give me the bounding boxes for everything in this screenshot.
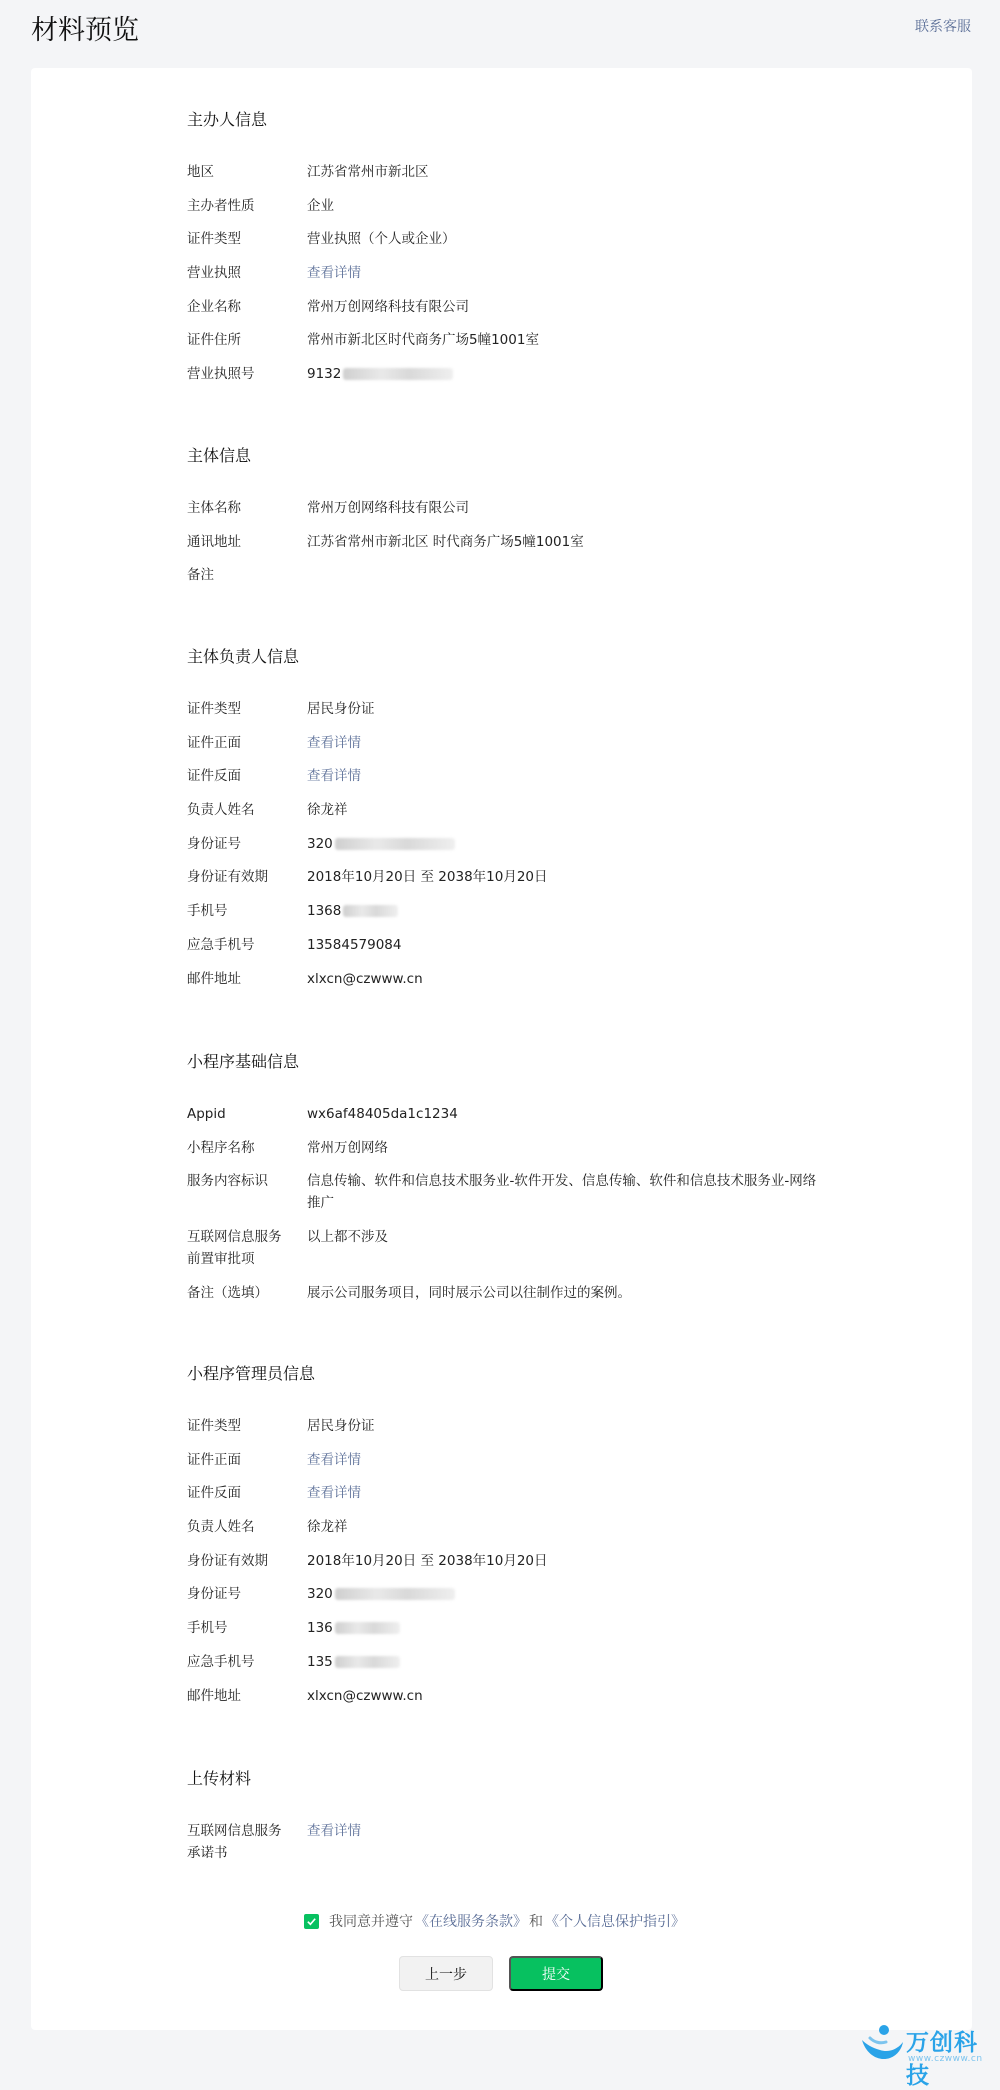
row-label: 互联网信息服务承诺书	[187, 1820, 292, 1864]
info-row	[187, 1550, 827, 1572]
row-value: 信息传输、软件和信息技术服务业-软件开发、信息传输、软件和信息技术服务业-网络推广	[307, 1170, 822, 1214]
info-row	[187, 866, 827, 888]
watermark-brand: 万创科	[906, 2024, 1000, 2090]
agreement-and: 和	[529, 1911, 543, 1931]
info-row	[187, 262, 827, 284]
info-row	[187, 1449, 827, 1471]
info-row	[187, 1103, 827, 1125]
info-row	[187, 531, 827, 553]
info-row	[187, 1651, 827, 1673]
check-icon	[306, 1916, 317, 1927]
contact-support-link[interactable]: 联系客服	[915, 16, 971, 36]
info-row	[187, 1282, 827, 1304]
row-value: 常州万创网络科技有限公司	[307, 497, 827, 519]
info-row	[187, 363, 827, 385]
row-label: 主办者性质	[187, 195, 307, 217]
row-value: 以上都不涉及	[307, 1226, 827, 1270]
row-label: 身份证号	[187, 833, 307, 855]
row-value: 9132	[307, 366, 341, 382]
row-label: 地区	[187, 161, 307, 183]
preview-card	[31, 68, 972, 2030]
row-label: 通讯地址	[187, 531, 307, 553]
row-value: 江苏省常州市新北区	[307, 161, 827, 183]
row-label: 身份证有效期	[187, 1550, 307, 1572]
masked-value	[335, 1656, 400, 1668]
info-row	[187, 1415, 827, 1437]
info-row	[187, 1685, 827, 1707]
section-miniapp	[187, 1048, 827, 1315]
info-row	[187, 329, 827, 351]
section-principal	[187, 643, 827, 1001]
row-label: 身份证号	[187, 1583, 307, 1605]
row-value: 常州市新北区时代商务广场5幢1001室	[307, 329, 827, 351]
masked-value	[343, 905, 398, 917]
info-row	[187, 765, 827, 787]
info-row	[187, 900, 827, 922]
info-row	[187, 698, 827, 720]
section-upload	[187, 1765, 827, 1876]
row-value: 居民身份证	[307, 1415, 827, 1437]
info-row	[187, 833, 827, 855]
view-details-link[interactable]: 查看详情	[307, 1485, 361, 1501]
agreement-row	[304, 1910, 687, 1932]
row-label: 企业名称	[187, 296, 307, 318]
row-label: 手机号	[187, 1617, 307, 1639]
terms-link[interactable]: 《在线服务条款》	[415, 1911, 527, 1931]
privacy-link[interactable]: 《个人信息保护指引》	[545, 1911, 685, 1931]
row-label: 证件正面	[187, 732, 307, 754]
info-row	[187, 1137, 827, 1159]
row-label: 手机号	[187, 900, 307, 922]
row-value: 320	[307, 1586, 333, 1602]
info-row	[187, 497, 827, 519]
info-row	[187, 564, 827, 586]
row-label: 邮件地址	[187, 968, 307, 990]
prev-step-button[interactable]: 上一步	[399, 1956, 493, 1991]
info-row	[187, 1482, 827, 1504]
row-label: 证件类型	[187, 228, 307, 250]
view-details-link[interactable]: 查看详情	[307, 768, 361, 784]
row-label: Appid	[187, 1103, 307, 1125]
row-label: 负责人姓名	[187, 799, 307, 821]
row-value: 320	[307, 836, 333, 852]
row-value	[307, 564, 827, 586]
info-row	[187, 228, 827, 250]
info-row	[187, 195, 827, 217]
masked-value	[343, 368, 453, 380]
info-row	[187, 1226, 827, 1270]
info-row	[187, 732, 827, 754]
brand-logo-icon	[856, 2022, 906, 2066]
view-details-link[interactable]: 查看详情	[307, 735, 361, 751]
row-label: 身份证有效期	[187, 866, 307, 888]
row-value: 居民身份证	[307, 698, 827, 720]
row-label: 应急手机号	[187, 934, 307, 956]
row-value: 13584579084	[307, 934, 827, 956]
row-value: 常州万创网络	[307, 1137, 827, 1159]
section-title: 主办人信息	[187, 106, 827, 134]
row-label: 证件类型	[187, 698, 307, 720]
row-value: 2018年10月20日 至 2038年10月20日	[307, 1550, 827, 1572]
row-label: 营业执照号	[187, 363, 307, 385]
watermark-url: www.czwww.cn	[908, 2054, 983, 2064]
row-value: 徐龙祥	[307, 799, 827, 821]
row-value: 2018年10月20日 至 2038年10月20日	[307, 866, 827, 888]
row-label: 证件正面	[187, 1449, 307, 1471]
info-row	[187, 1820, 827, 1864]
info-row	[187, 296, 827, 318]
row-value: 135	[307, 1654, 333, 1670]
page-title: 材料预览	[31, 8, 139, 47]
info-row	[187, 1583, 827, 1605]
row-value: 展示公司服务项目，同时展示公司以往制作过的案例。	[307, 1282, 827, 1304]
row-label: 证件住所	[187, 329, 307, 351]
masked-value	[335, 1622, 400, 1634]
section-title: 上传材料	[187, 1765, 827, 1793]
agreement-text: 我同意并遵守	[329, 1911, 413, 1931]
submit-button[interactable]: 提交	[509, 1956, 603, 1991]
row-value: 常州万创网络科技有限公司	[307, 296, 827, 318]
info-row	[187, 1617, 827, 1639]
info-row	[187, 1516, 827, 1538]
row-label: 备注	[187, 564, 307, 586]
row-label: 主体名称	[187, 497, 307, 519]
row-label: 服务内容标识	[187, 1170, 307, 1214]
section-title: 主体信息	[187, 442, 827, 470]
section-admin	[187, 1360, 827, 1718]
row-label: 证件反面	[187, 1482, 307, 1504]
row-label: 小程序名称	[187, 1137, 307, 1159]
page-header	[0, 0, 1000, 68]
info-row	[187, 1170, 827, 1214]
view-details-link[interactable]: 查看详情	[307, 265, 361, 281]
row-label: 证件反面	[187, 765, 307, 787]
row-label: 备注（选填）	[187, 1282, 307, 1304]
row-value: 企业	[307, 195, 827, 217]
info-row	[187, 934, 827, 956]
masked-value	[335, 838, 455, 850]
row-value: xlxcn@czwww.cn	[307, 968, 827, 990]
section-title: 小程序管理员信息	[187, 1360, 827, 1388]
watermark	[850, 2018, 1000, 2070]
row-value: xlxcn@czwww.cn	[307, 1685, 827, 1707]
row-value: 江苏省常州市新北区 时代商务广场5幢1001室	[307, 531, 827, 553]
row-label: 应急手机号	[187, 1651, 307, 1673]
row-value: 营业执照（个人或企业）	[307, 228, 827, 250]
row-value: wx6af48405da1c1234	[307, 1103, 827, 1125]
masked-value	[335, 1588, 455, 1600]
info-row	[187, 161, 827, 183]
row-value: 136	[307, 1620, 333, 1636]
section-sponsor	[187, 106, 827, 397]
row-value: 徐龙祥	[307, 1516, 827, 1538]
agreement-checkbox[interactable]	[304, 1914, 319, 1929]
row-label: 营业执照	[187, 262, 307, 284]
row-value: 1368	[307, 903, 341, 919]
section-entity	[187, 442, 827, 598]
row-label: 证件类型	[187, 1415, 307, 1437]
info-row	[187, 968, 827, 990]
row-label: 负责人姓名	[187, 1516, 307, 1538]
view-details-link[interactable]: 查看详情	[307, 1823, 361, 1839]
info-row	[187, 799, 827, 821]
row-label: 邮件地址	[187, 1685, 307, 1707]
section-title: 小程序基础信息	[187, 1048, 827, 1076]
section-title: 主体负责人信息	[187, 643, 827, 671]
view-details-link[interactable]: 查看详情	[307, 1452, 361, 1468]
row-label: 互联网信息服务前置审批项	[187, 1226, 292, 1270]
